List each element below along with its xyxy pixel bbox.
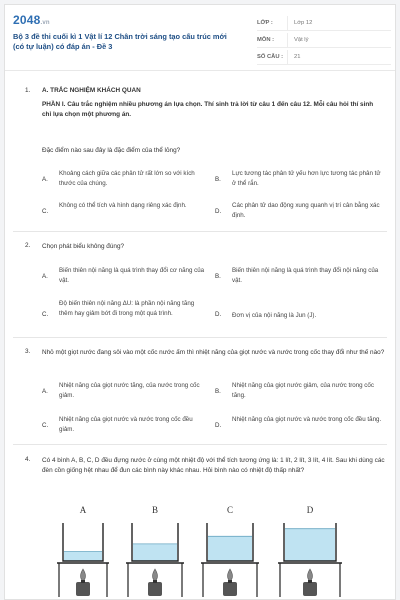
question-2-number: 2.: [25, 242, 31, 249]
q3-option-a-letter[interactable]: A.: [42, 388, 48, 395]
q1-option-a-letter[interactable]: A.: [42, 176, 48, 183]
burner-wick: [153, 580, 157, 583]
burner-flame: [228, 569, 233, 581]
document-title: Bộ 3 đề thi cuối kì 1 Vật lí 12 Chân trời sáng tạo cấu trúc mới (có tự luận) có đáp án - Đề 3: [13, 32, 227, 51]
site-logo[interactable]: 2048.vn: [13, 13, 50, 27]
question-1-stem: Đặc điểm nào sau đây là đặc điểm của thể lỏng?: [42, 147, 181, 154]
meta-row-class: LỚP : Lớp 12: [257, 16, 391, 31]
q2-option-d[interactable]: Đơn vị của nội năng là Jun (J).: [232, 312, 317, 319]
q3-option-d-letter[interactable]: D.: [215, 422, 222, 429]
document-page: [4, 4, 396, 600]
meta-table: [257, 16, 391, 67]
burner-wick: [308, 580, 312, 583]
q3-option-c-letter[interactable]: C.: [42, 422, 49, 429]
q1-option-d-letter[interactable]: D.: [215, 208, 222, 215]
beaker-figure: [45, 501, 355, 600]
q3-option-b[interactable]: Nhiệt năng của giọt nước giảm, của nước trong cốc tăng.: [232, 382, 374, 399]
beaker-water: [64, 552, 102, 562]
beaker-water: [208, 536, 252, 561]
document-header: [5, 5, 395, 71]
beaker-label: D: [306, 505, 314, 515]
burner-wick: [228, 580, 232, 583]
burner-body: [223, 582, 237, 596]
burner-body: [148, 582, 162, 596]
beaker-label: B: [151, 505, 159, 515]
burner-wick: [81, 580, 85, 583]
question-3-number: 3.: [25, 348, 31, 355]
q3-option-b-letter[interactable]: B.: [215, 388, 221, 395]
burner-body: [76, 582, 90, 596]
question-2-stem: Chọn phát biểu không đúng?: [42, 243, 125, 250]
beaker-label: C: [226, 505, 234, 515]
question-divider: [13, 231, 387, 232]
burner-flame: [81, 569, 86, 581]
question-divider: [13, 444, 387, 445]
q2-option-c[interactable]: Độ biến thiên nội năng ΔU: là phần nội năng tăng thêm hay giảm bớt đi trong một quá trình.: [59, 300, 195, 317]
q2-option-a[interactable]: Biến thiên nội năng là quá trình thay đổi cơ năng của vật.: [59, 267, 205, 284]
question-3-stem: Nhỏ một giọt nước đang sôi vào một cốc nước ấm thì nhiệt năng của giọt nước và nước trong cốc thay đổi như thế nào?: [42, 349, 385, 356]
q3-option-a[interactable]: Nhiệt năng của giọt nước tăng, của nước trong cốc giảm.: [59, 382, 200, 399]
q2-option-b[interactable]: Biến thiên nội năng là quá trình thay đổi nội năng của vật.: [232, 267, 379, 284]
burner-flame: [308, 569, 313, 581]
q1-option-a[interactable]: Khoảng cách giữa các phân tử rất lớn so với kích thước của chúng.: [59, 170, 195, 187]
beaker-water: [133, 544, 177, 561]
question-4-stem: Có 4 bình A, B, C, D đều đựng nước ở cùng một nhiệt độ với thể tích tương ứng là: 1 lít, 2 lít, 3 lít, 4 lít. Sau khi dùng các đèn cồn giống hệt nhau để đun các bình này khác nhau. Hỏi bình nào có nhiệt độ thấp nhất?: [42, 457, 385, 474]
meta-row-count: SỐ CÂU : 21: [257, 50, 391, 65]
beaker-water: [285, 529, 335, 561]
question-4-number: 4.: [25, 456, 31, 463]
q1-option-d[interactable]: Các phân tử dao động xung quanh vị trí cân bằng xác định.: [232, 202, 380, 219]
section-title: A. TRẮC NGHIỆM KHÁCH QUAN: [42, 87, 141, 94]
burner-flame: [153, 569, 158, 581]
q2-option-b-letter[interactable]: B.: [215, 273, 221, 280]
q3-option-d[interactable]: Nhiệt năng của giọt nước và nước trong cốc đều tăng.: [232, 416, 382, 423]
burner-body: [303, 582, 317, 596]
q2-option-d-letter[interactable]: D.: [215, 311, 222, 318]
q1-option-c-letter[interactable]: C.: [42, 208, 49, 215]
section-number: 1.: [25, 87, 31, 94]
beaker-label: A: [79, 505, 87, 515]
meta-row-subject: MÔN : Vật lý: [257, 33, 391, 48]
part-instruction: PHẦN I. Câu trắc nghiệm nhiều phương án lựa chọn. Thí sinh trả lời từ câu 1 đến câu 12. Mỗi câu hỏi thí sinh chỉ lựa chọn một phương án.: [42, 101, 374, 118]
q3-option-c[interactable]: Nhiệt năng của giọt nước và nước trong cốc đều giảm.: [59, 416, 193, 433]
question-divider: [13, 337, 387, 338]
q1-option-b-letter[interactable]: B.: [215, 176, 221, 183]
q2-option-c-letter[interactable]: C.: [42, 311, 49, 318]
q2-option-a-letter[interactable]: A.: [42, 273, 48, 280]
q1-option-b[interactable]: Lực tương tác phân tử yếu hơn lực tương tác phân tử ở thể rắn.: [232, 170, 381, 187]
q1-option-c[interactable]: Không có thể tích và hình dạng riêng xác định.: [59, 202, 187, 209]
